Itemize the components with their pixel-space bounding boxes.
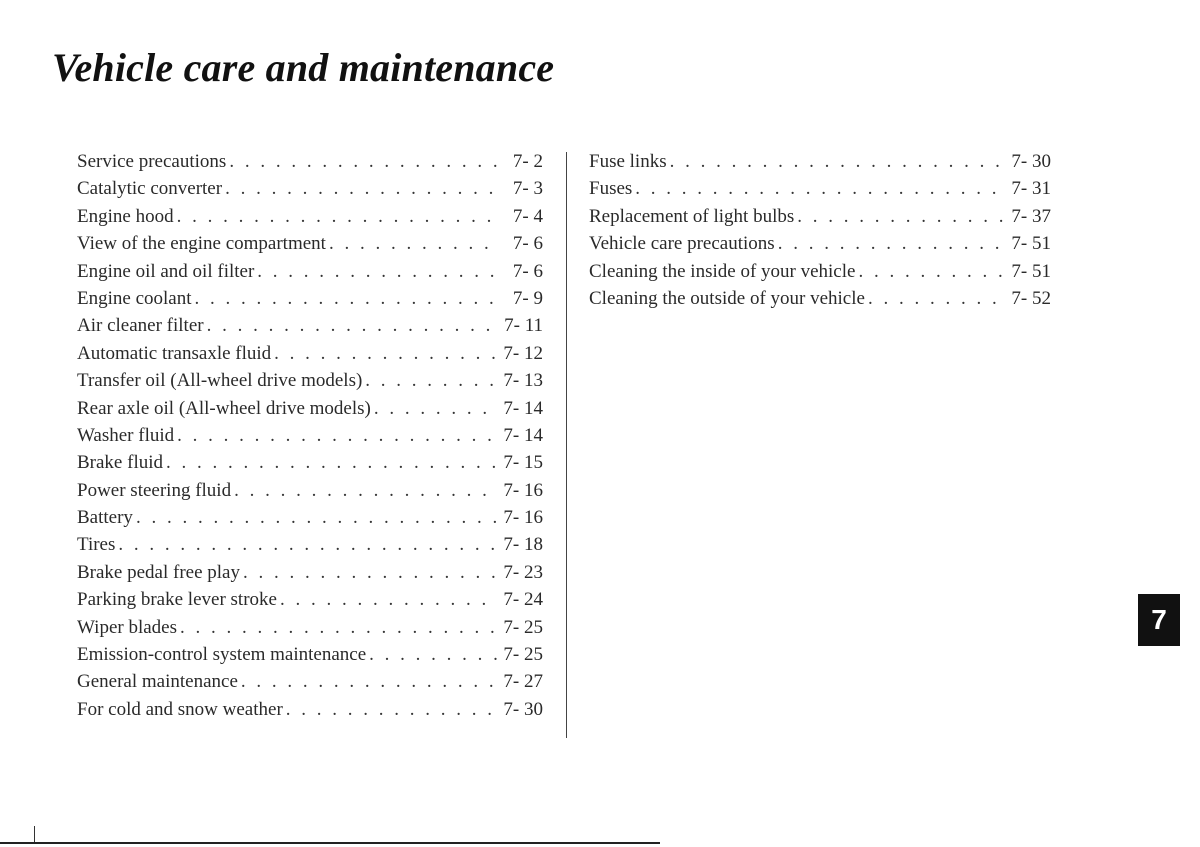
- dot-leader: [371, 395, 497, 422]
- dot-leader: [362, 367, 497, 394]
- dot-leader: [632, 175, 1005, 202]
- dot-leader: [174, 203, 497, 230]
- toc-entry[interactable]: [77, 531, 543, 558]
- dot-leader: [283, 696, 497, 723]
- toc-entry-page: 7- 51: [1011, 233, 1051, 255]
- toc-entry[interactable]: [77, 422, 543, 449]
- dot-leader: [667, 148, 1005, 175]
- toc-entry-label: Brake pedal free play: [77, 561, 240, 583]
- toc-entry[interactable]: [77, 285, 543, 312]
- toc-entry-page: 7- 52: [1011, 287, 1051, 309]
- toc-entry[interactable]: [77, 614, 543, 641]
- toc-entry-label: Service precautions: [77, 151, 227, 172]
- toc-entry-page: 7- 31: [1011, 178, 1051, 200]
- dot-leader: [277, 586, 497, 613]
- toc-entry-label: Engine oil and oil filter: [77, 260, 255, 282]
- toc-entry-page: 7- 27: [503, 671, 543, 693]
- dot-leader: [133, 504, 497, 531]
- toc-entry-label: Parking brake lever stroke: [77, 589, 277, 611]
- toc-entry[interactable]: [77, 175, 543, 202]
- toc-entry[interactable]: [77, 586, 543, 613]
- dot-leader: [226, 148, 497, 175]
- crop-mark: [34, 826, 35, 842]
- toc-entry-page: 7- 2: [512, 151, 543, 172]
- toc-entry-label: Replacement of light bulbs: [589, 205, 795, 227]
- dot-leader: [366, 641, 497, 668]
- toc-entry-label: Battery: [77, 507, 133, 529]
- toc-entry-label: Cleaning the inside of your vehicle: [589, 260, 856, 282]
- toc-entry[interactable]: [77, 504, 543, 531]
- toc-entry[interactable]: [589, 175, 1051, 202]
- toc-entry-label: Brake fluid: [77, 452, 164, 474]
- toc-entry-page: 7- 13: [503, 370, 543, 392]
- dot-leader: [192, 285, 498, 312]
- dot-leader: [794, 203, 1005, 230]
- dot-leader: [177, 614, 497, 641]
- dot-leader: [254, 258, 497, 285]
- chapter-tab: 7: [1138, 594, 1180, 646]
- toc-entry-label: Engine hood: [77, 205, 174, 227]
- toc-entry-label: Catalytic converter: [77, 178, 223, 200]
- toc-entry-page: 7- 16: [503, 479, 543, 501]
- toc-entry[interactable]: [589, 203, 1051, 230]
- toc-entry-page: 7- 37: [1011, 205, 1051, 227]
- toc-entry-label: Air cleaner filter: [77, 315, 204, 337]
- toc-entry[interactable]: [77, 395, 543, 422]
- column-divider: [566, 152, 567, 738]
- toc-entry-label: For cold and snow weather: [77, 698, 283, 720]
- dot-leader: [174, 422, 497, 449]
- toc-entry-label: Fuse links: [589, 151, 667, 172]
- dot-leader: [204, 312, 497, 339]
- dot-leader: [163, 449, 497, 476]
- toc-entry[interactable]: [77, 367, 543, 394]
- toc-entry[interactable]: [77, 559, 543, 586]
- dot-leader: [271, 340, 497, 367]
- toc-entry-label: Engine coolant: [77, 287, 192, 309]
- dot-leader: [231, 477, 497, 504]
- toc-entry-page: 7- 9: [512, 287, 543, 309]
- dot-leader: [855, 258, 1005, 285]
- toc-entry[interactable]: [589, 230, 1051, 257]
- dot-leader: [238, 668, 497, 695]
- toc-entry-label: View of the engine compartment: [77, 233, 326, 255]
- toc-left-column: [77, 148, 543, 723]
- toc-entry-label: Vehicle care precautions: [589, 233, 775, 255]
- bottom-rule: [0, 842, 660, 844]
- toc-entry-label: Cleaning the outside of your vehicle: [589, 287, 865, 309]
- toc-entry-page: 7- 3: [512, 178, 543, 200]
- toc-entry[interactable]: [77, 340, 543, 367]
- toc-entry-label: Automatic transaxle fluid: [77, 342, 272, 364]
- page-title: Vehicle care and maintenance: [52, 45, 555, 90]
- toc-entry-page: 7- 6: [512, 233, 543, 255]
- toc-entry-page: 7- 25: [503, 644, 543, 666]
- toc-entry-page: 7- 30: [503, 698, 543, 720]
- toc-entry-page: 7- 23: [503, 561, 543, 583]
- toc-entry-label: General maintenance: [77, 671, 238, 693]
- toc-entry-page: 7- 25: [503, 616, 543, 638]
- toc-entry[interactable]: [77, 312, 543, 339]
- toc-entry-page: 7- 18: [503, 534, 543, 556]
- toc-entry[interactable]: [77, 449, 543, 476]
- dot-leader: [775, 230, 1005, 257]
- toc-entry-page: 7- 15: [503, 452, 543, 474]
- toc-entry-page: 7- 30: [1011, 151, 1051, 172]
- toc-entry-label: Washer fluid: [77, 424, 175, 446]
- toc-entry-page: 7- 11: [504, 315, 543, 337]
- toc-entry-page: 7- 24: [503, 589, 543, 611]
- toc-entry-label: Emission-control system maintenance: [77, 644, 367, 666]
- toc-entry[interactable]: [77, 696, 543, 723]
- toc-entry[interactable]: [589, 285, 1051, 312]
- toc-entry[interactable]: [77, 477, 543, 504]
- toc-entry-page: 7- 4: [512, 205, 543, 227]
- dot-leader: [115, 531, 497, 558]
- toc-entry-page: 7- 16: [503, 507, 543, 529]
- toc-entry-label: Tires: [77, 534, 116, 556]
- toc-entry-page: 7- 12: [503, 342, 543, 364]
- dot-leader: [240, 559, 497, 586]
- toc-entry-page: 7- 6: [512, 260, 543, 282]
- toc-entry-label: Power steering fluid: [77, 479, 232, 501]
- toc-entry-label: Wiper blades: [77, 616, 178, 638]
- toc-entry-label: Fuses: [589, 178, 633, 200]
- toc-entry[interactable]: [77, 230, 543, 257]
- dot-leader: [865, 285, 1005, 312]
- toc-entry-page: 7- 14: [503, 424, 543, 446]
- toc-right-column: [589, 148, 1051, 312]
- toc-entry[interactable]: [589, 258, 1051, 285]
- toc-entry[interactable]: [77, 203, 543, 230]
- toc-entry[interactable]: [77, 258, 543, 285]
- toc-entry[interactable]: [589, 148, 1051, 175]
- dot-leader: [326, 230, 497, 257]
- toc-entry-page: 7- 51: [1011, 260, 1051, 282]
- toc-entry-label: Rear axle oil (All-wheel drive models): [77, 397, 371, 419]
- toc-entry-label: Transfer oil (All-wheel drive models): [77, 370, 363, 392]
- toc-entry[interactable]: [77, 668, 543, 695]
- dot-leader: [222, 175, 497, 202]
- toc-entry-page: 7- 14: [503, 397, 543, 419]
- toc-entry[interactable]: [77, 641, 543, 668]
- toc-entry[interactable]: [77, 148, 543, 175]
